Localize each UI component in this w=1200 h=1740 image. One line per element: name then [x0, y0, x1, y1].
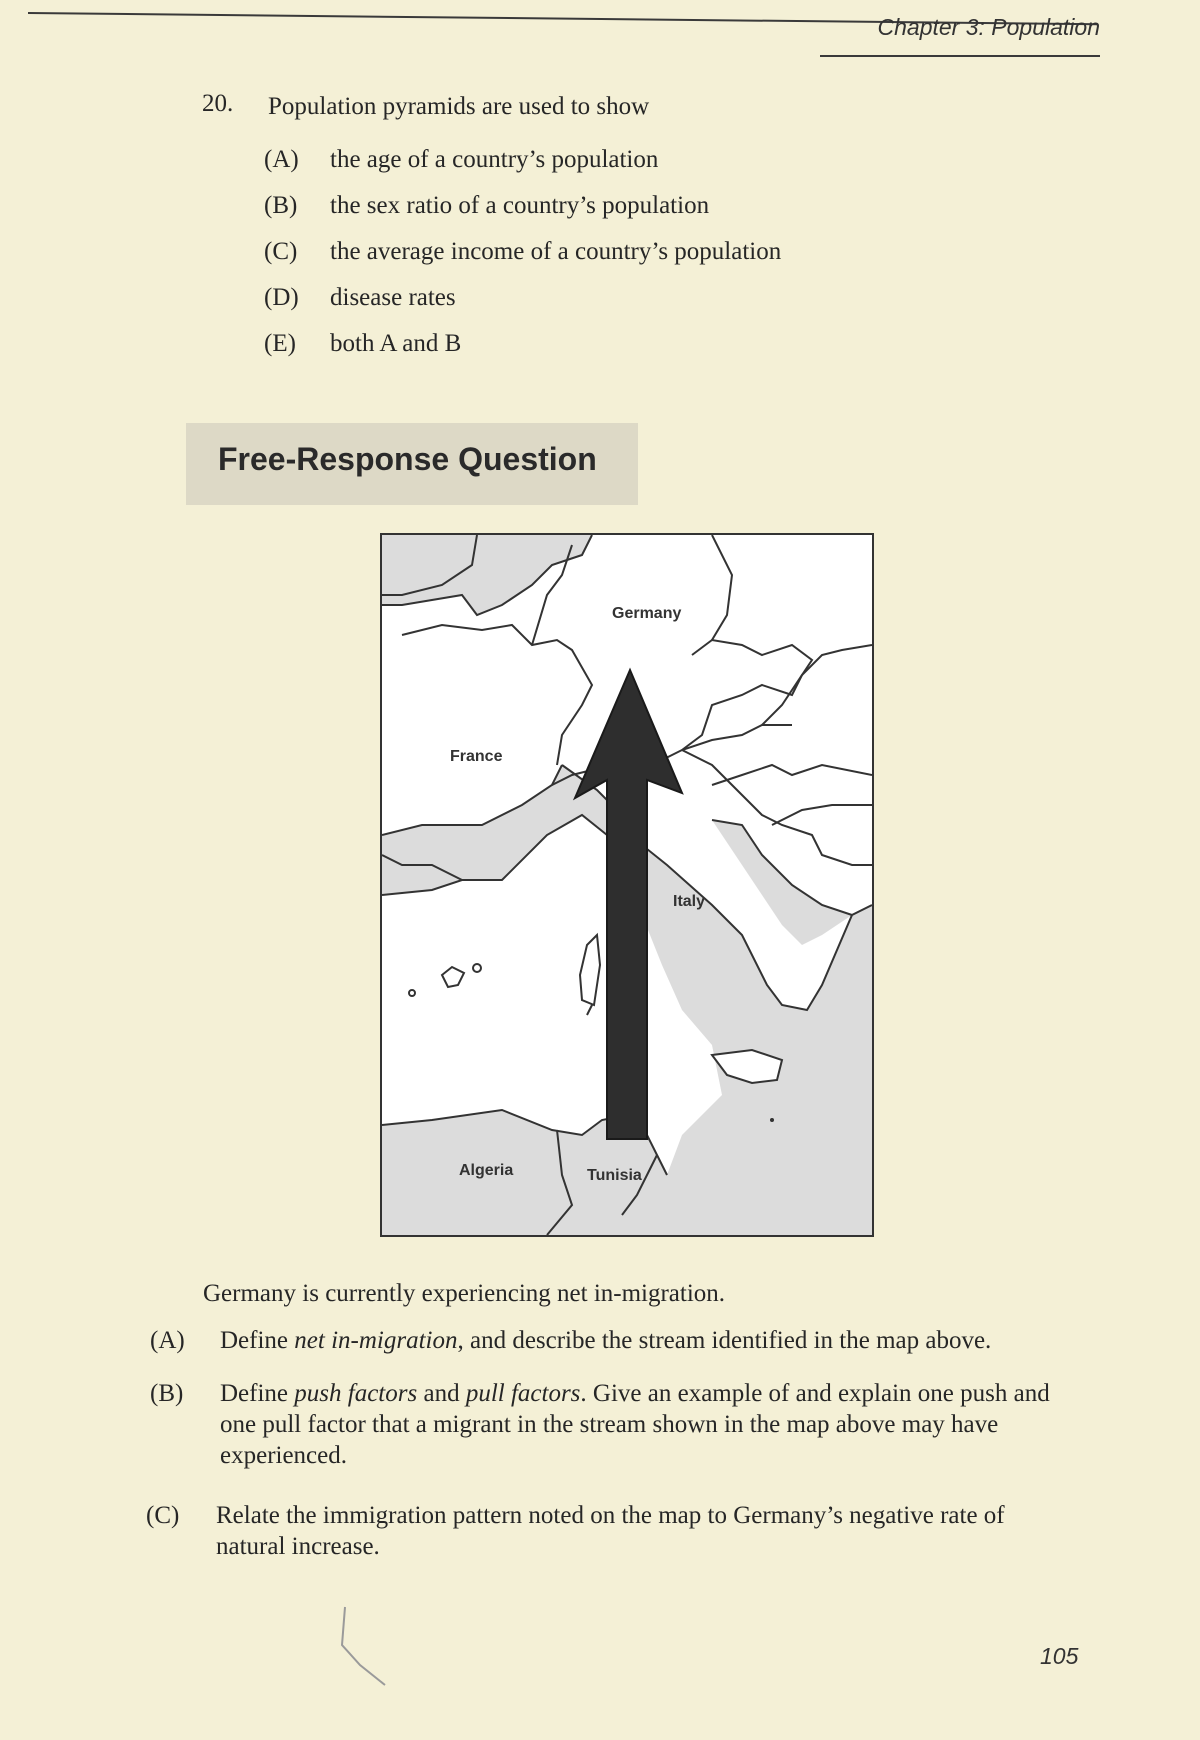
question-number: 20.	[202, 90, 234, 117]
page-number: 105	[1040, 1643, 1079, 1669]
part-text-segment: Define	[220, 1327, 295, 1354]
choice-letter: (D)	[264, 284, 299, 311]
part-text	[220, 1325, 1080, 1356]
header-underline	[820, 55, 1100, 57]
choice-letter: (A)	[264, 146, 299, 173]
defined-term: net in-migration	[294, 1327, 458, 1354]
defined-term: pull factors	[465, 1380, 581, 1407]
map-label-algeria: Algeria	[459, 1162, 514, 1179]
sardinia-island	[580, 935, 600, 1005]
choice-text: the average income of a country’s population	[330, 238, 782, 265]
part-text-segment: , and describe the stream identified in the map above.	[457, 1327, 992, 1354]
free-response-banner	[186, 423, 638, 505]
free-response-heading: Free-Response Question	[218, 441, 597, 477]
answer-choice-d[interactable]	[264, 284, 781, 330]
part-text-segment: Define	[220, 1380, 295, 1407]
part-text-segment: and	[417, 1380, 466, 1407]
question-stem: Population pyramids are used to show	[268, 93, 650, 120]
defined-term: push factors	[294, 1380, 418, 1407]
part-label: (C)	[146, 1502, 180, 1529]
part-label: (A)	[150, 1327, 185, 1354]
malta-island	[770, 1118, 774, 1122]
choice-letter: (E)	[264, 330, 296, 357]
answer-choices	[264, 146, 781, 376]
choice-text: both A and B	[330, 330, 462, 357]
choice-text: the age of a country’s population	[330, 146, 659, 173]
answer-choice-e[interactable]	[264, 330, 781, 376]
map-label-tunisia: Tunisia	[587, 1167, 642, 1184]
answer-choice-b[interactable]	[264, 192, 781, 238]
choice-text: the sex ratio of a country’s population	[330, 192, 710, 219]
answer-choice-c[interactable]	[264, 238, 781, 284]
chapter-title: Chapter 3: Population	[877, 14, 1100, 40]
part-label: (B)	[150, 1380, 184, 1407]
answer-choice-a[interactable]	[264, 146, 781, 192]
part-text	[220, 1378, 1080, 1471]
choice-letter: (B)	[264, 192, 298, 219]
migration-map	[380, 533, 874, 1237]
map-graphic	[382, 535, 872, 1235]
prompt-intro: Germany is currently experiencing net in-migration.	[203, 1280, 726, 1307]
part-text-segment: . Give an example of and explain one push and one pull factor that a migrant in the stream shown in the map above may have experienced.	[220, 1380, 1050, 1469]
map-label-germany: Germany	[612, 605, 682, 622]
choice-text: disease rates	[330, 284, 456, 311]
map-label-italy: Italy	[673, 893, 706, 910]
part-text: Relate the immigration pattern noted on the map to Germany’s negative rate of natural increase.	[216, 1502, 1005, 1560]
map-label-france: France	[450, 748, 503, 765]
choice-letter: (C)	[264, 238, 298, 265]
balearic-islet	[473, 964, 481, 972]
pen-mark	[340, 1605, 420, 1695]
balearic-islands	[442, 967, 464, 987]
balearic-islet	[409, 990, 415, 996]
